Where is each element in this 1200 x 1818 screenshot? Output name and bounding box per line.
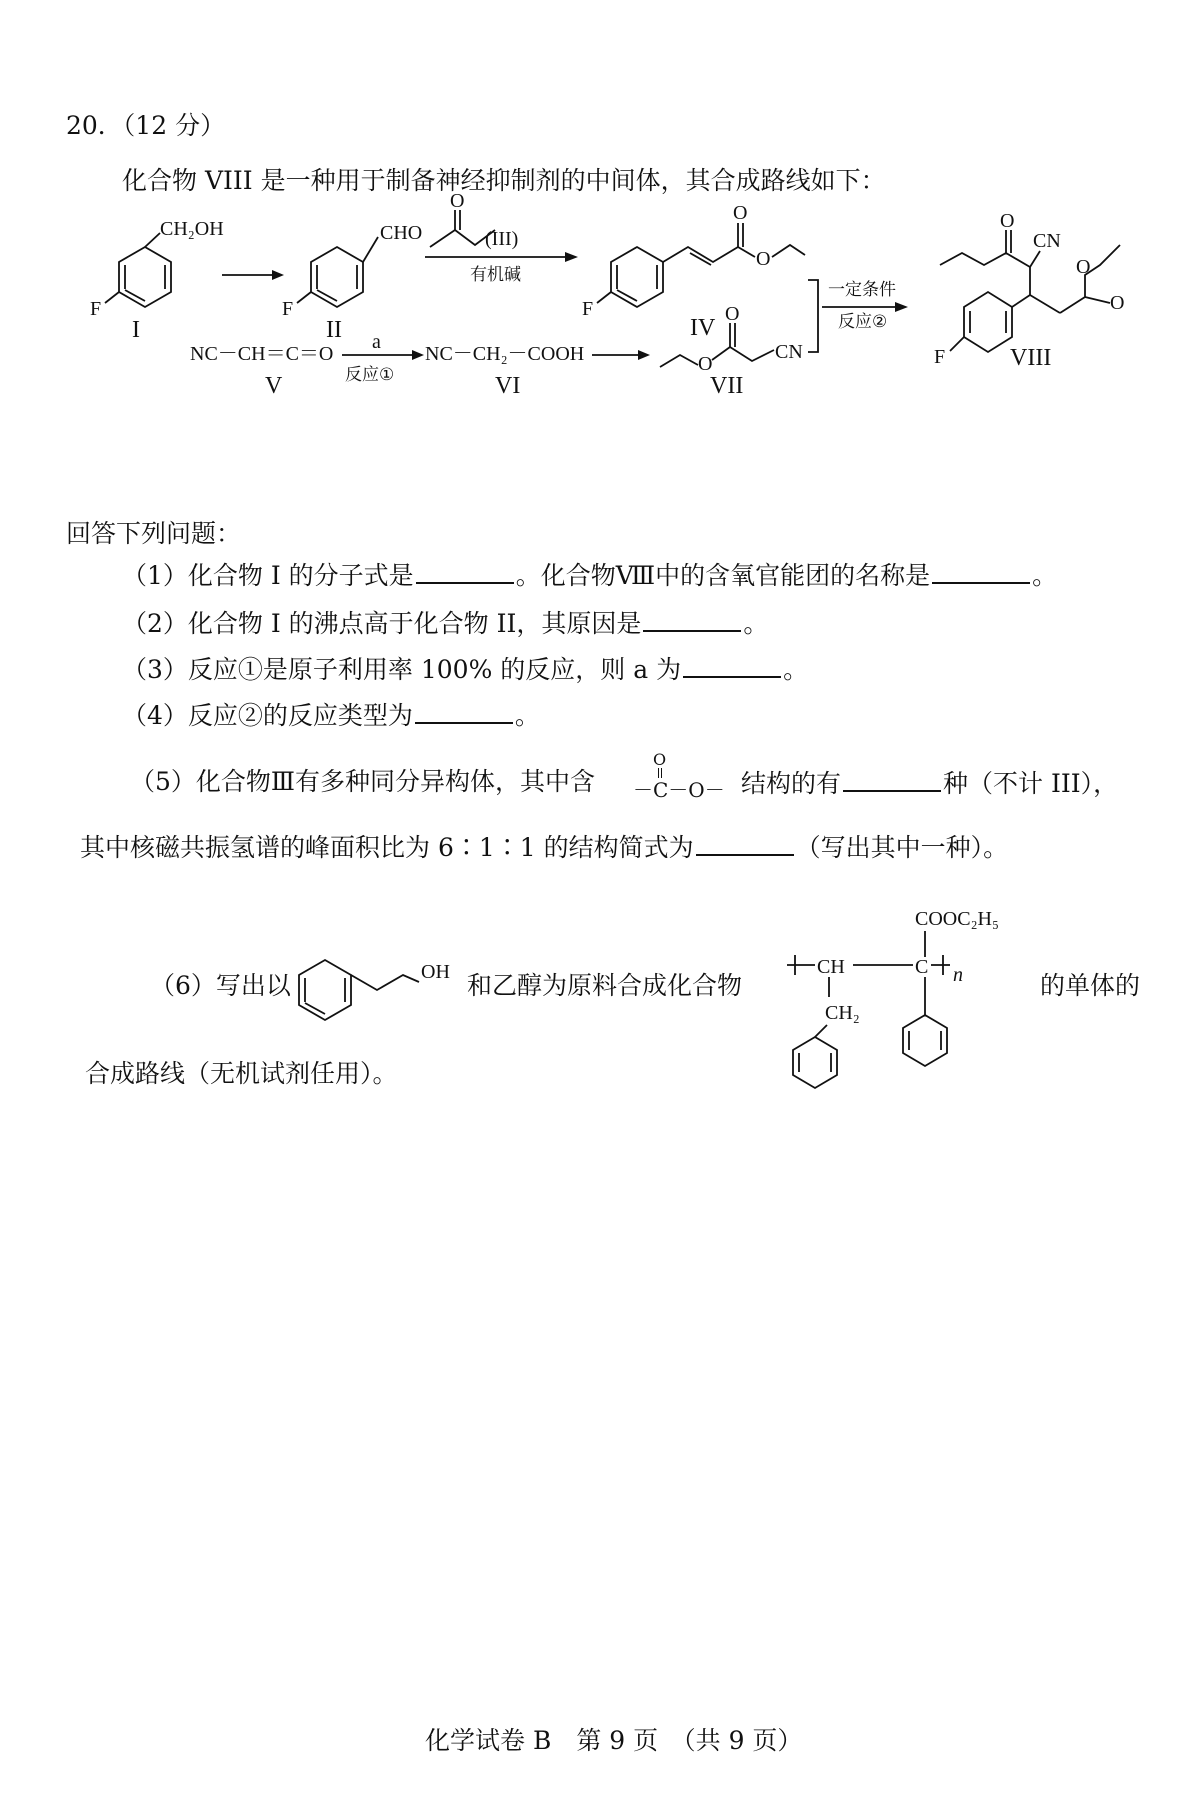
compound-I-fluorine: F: [90, 298, 102, 320]
arrow-II-IV: [425, 252, 578, 285]
q3-blank[interactable]: [683, 652, 781, 678]
q1-blank-2[interactable]: [932, 558, 1030, 584]
answer-prompt: 回答下列问题：: [66, 519, 242, 548]
phenylethanol-structure: [295, 940, 475, 1040]
arrow-V-VI-above: a: [372, 331, 381, 353]
compound-V-label: V: [265, 373, 283, 399]
q1-blank-1[interactable]: [416, 558, 514, 584]
q1-part-b: 。化合物Ⅷ中的含氧官能团的名称是: [515, 561, 931, 590]
question-5-line-2: [80, 830, 1008, 864]
svg-text:O: O: [450, 190, 465, 212]
q5-line2b: （写出其中一种）。: [795, 833, 1009, 862]
ester-structure-fragment: [633, 750, 725, 800]
compound-VIII: [934, 210, 1124, 371]
compound-VI-label: VI: [495, 373, 521, 399]
polymer-ester: COOC₂H₅: [915, 908, 999, 930]
question-number: 20．（12 分）: [66, 111, 226, 140]
reagent-III: [430, 190, 518, 250]
polymer-c: C: [915, 956, 929, 978]
compound-I-substituent: CH₂OH: [160, 218, 224, 240]
q5-blank-2[interactable]: [696, 830, 794, 856]
oh-label: OH: [421, 961, 450, 983]
compound-VII-label: VII: [710, 373, 744, 399]
compound-VI-formula: NC－CH₂－COOH: [425, 343, 585, 365]
q2-blank[interactable]: [643, 606, 741, 632]
polymer-n: n: [953, 964, 963, 986]
svg-text:O: O: [1076, 256, 1091, 278]
arrow-V-VI-below: 反应①: [345, 365, 395, 385]
polymer-structure: [775, 895, 1025, 1105]
question-5-part-b: [741, 766, 1118, 800]
q2-part-a: （2）化合物 I 的沸点高于化合物 II，其原因是: [122, 609, 642, 638]
compound-IV-label: IV: [690, 315, 716, 341]
question-6-part-a: （6）写出以: [150, 971, 291, 1000]
compound-II-fluorine: F: [282, 298, 294, 320]
compound-IV-fluorine: F: [582, 298, 594, 320]
question-1: [122, 558, 1057, 592]
svg-text:O: O: [1110, 292, 1125, 314]
reagent-III-label: (III): [485, 228, 519, 250]
compound-I-label: I: [132, 317, 140, 343]
question-6-line-2: 合成路线（无机试剂任用）。: [85, 1059, 398, 1088]
question-2: [122, 606, 768, 640]
question-5-part-a: （5）化合物Ⅲ有多种同分异构体，其中含: [130, 767, 596, 796]
arrow-II-IV-below: 有机碱: [470, 265, 521, 285]
svg-text:O: O: [725, 303, 740, 325]
arrow-to-VIII-above: 一定条件: [828, 280, 896, 300]
q4-part-a: （4）反应②的反应类型为: [122, 701, 413, 730]
page-footer: 化学试卷 B 第 9 页 （共 9 页）: [425, 1726, 803, 1755]
q1-part-c: 。: [1032, 561, 1058, 590]
question-3: [122, 652, 808, 686]
polymer-ch2: CH₂: [825, 1002, 860, 1024]
compound-II: [282, 222, 422, 343]
compound-II-label: II: [326, 317, 342, 343]
svg-text:O: O: [733, 202, 748, 224]
bracket: [808, 280, 818, 352]
ester-structure-main: －C－O－: [633, 778, 725, 802]
q5-part-b: 结构的有: [741, 769, 842, 798]
compound-IV: [582, 202, 805, 341]
arrow-V-VI: [342, 331, 424, 385]
question-6-part-c: 的单体的: [1040, 971, 1141, 1000]
question-intro: 化合物 VIII 是一种用于制备神经抑制剂的中间体，其合成路线如下：: [122, 166, 886, 195]
svg-text:O: O: [756, 248, 771, 270]
arrow-VI-VII: [592, 350, 650, 360]
q5-blank-1[interactable]: [843, 766, 941, 792]
compound-V-formula: NC－CH＝C＝O: [190, 343, 334, 365]
q3-part-b: 。: [783, 655, 809, 684]
q3-part-a: （3）反应①是原子利用率 100% 的反应，则 a 为: [122, 655, 682, 684]
svg-text:O: O: [1000, 210, 1015, 232]
compound-VIII-cn: CN: [1033, 230, 1061, 252]
ester-structure-o: O: [653, 750, 667, 769]
q5-line2a: 其中核磁共振氢谱的峰面积比为 6∶1∶1 的结构简式为: [80, 833, 694, 862]
q4-blank[interactable]: [415, 698, 513, 724]
synthesis-scheme: [0, 190, 1200, 475]
compound-II-substituent: CHO: [380, 222, 423, 244]
q1-part-a: （1）化合物 I 的分子式是: [122, 561, 414, 590]
compound-I: [90, 218, 224, 343]
q5-part-c: 种（不计 III），: [943, 769, 1119, 798]
compound-VIII-label: VIII: [1010, 345, 1052, 371]
compound-VII: [660, 303, 803, 399]
arrow-I-II: [222, 270, 284, 280]
q2-part-b: 。: [743, 609, 769, 638]
compound-VII-cn: CN: [775, 341, 803, 363]
q4-part-b: 。: [514, 701, 540, 730]
compound-VIII-fluorine: F: [934, 346, 946, 368]
svg-text:O: O: [698, 353, 713, 375]
arrow-to-VIII-below: 反应②: [838, 312, 888, 332]
polymer-ch: CH: [817, 956, 845, 978]
question-6-part-b: 和乙醇为原料合成化合物: [467, 971, 743, 1000]
arrow-to-VIII: [822, 280, 908, 332]
question-4: [122, 698, 540, 732]
